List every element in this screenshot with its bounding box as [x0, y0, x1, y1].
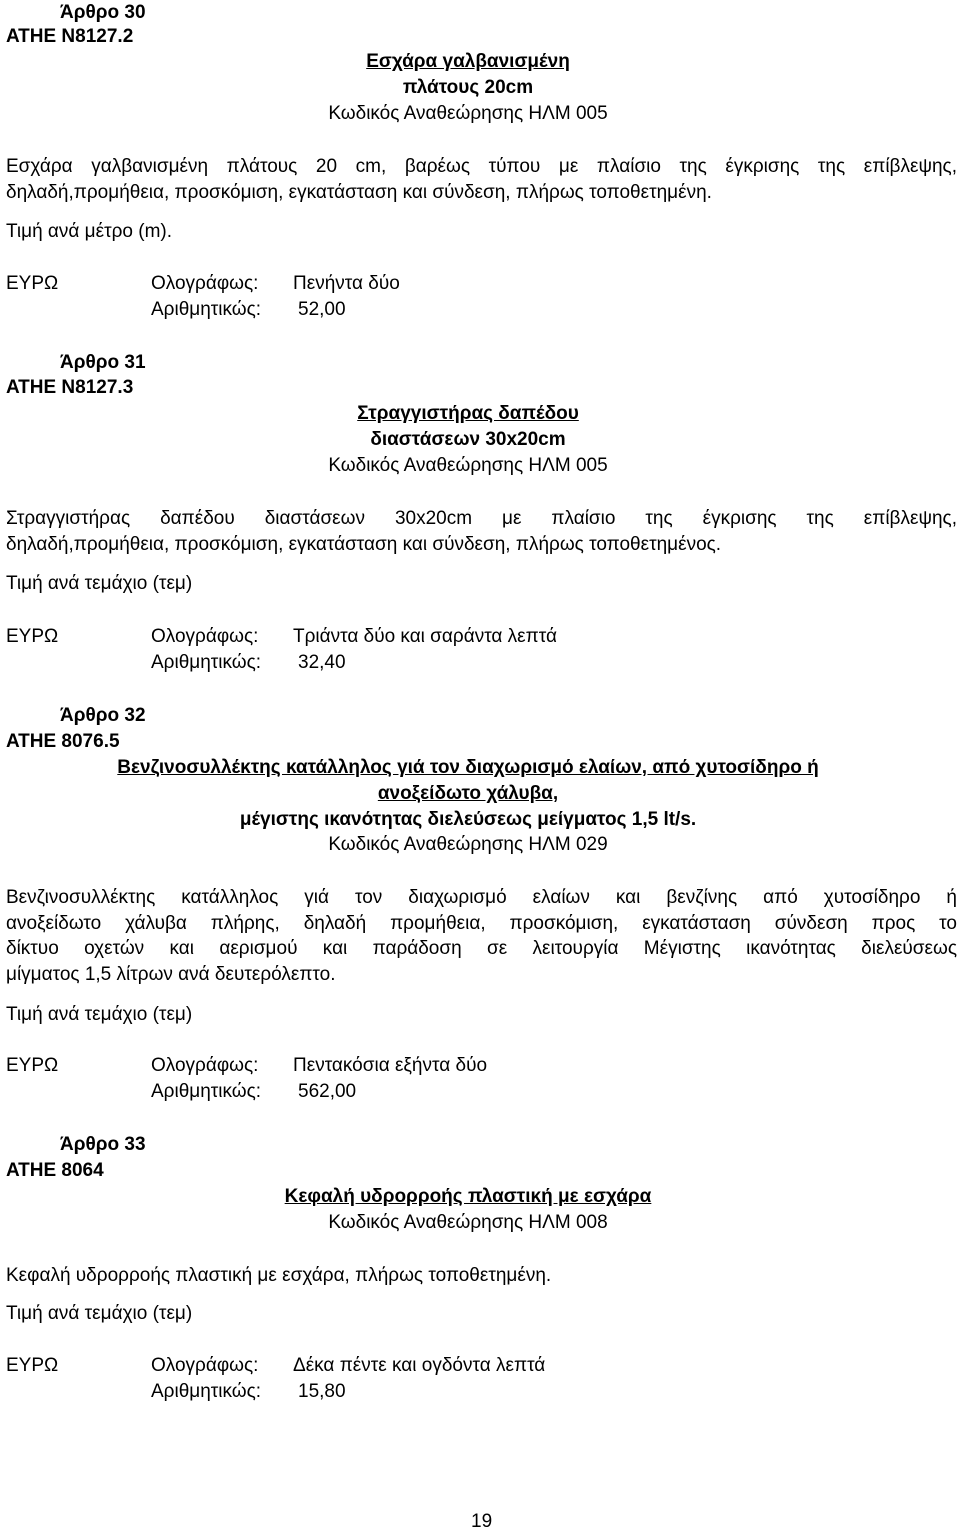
article-subtitle: μέγιστης ικανότητας διελεύσεως μείγματος 1,5 lt/s.: [239, 809, 697, 830]
description-line: δηλαδή,προμήθεια, προσκόμιση, εγκατάσταση και σύνδεση, πλήρως τοποθετημένη.: [6, 181, 712, 203]
in-words-value: Πενήντα δύο: [293, 273, 400, 294]
in-numbers-label: Αριθμητικώς:: [151, 1081, 262, 1102]
unit-price: Τιμή ανά τεμάχιο (τεμ): [6, 1004, 193, 1025]
currency: ΕΥΡΩ: [6, 626, 59, 647]
article-number: Άρθρο 32: [60, 705, 146, 726]
article-number: Άρθρο 30: [60, 2, 146, 23]
in-words-label: Ολογράφως:: [151, 273, 259, 294]
article-title-line-2: ανοξείδωτο χάλυβα,: [377, 783, 559, 804]
article-code: ΑΤΗΕ Ν8127.2: [6, 26, 134, 47]
unit-price: Τιμή ανά μέτρο (m).: [6, 221, 172, 242]
article-title-line-1: Εσχάρα γαλβανισμένη: [366, 51, 570, 72]
currency: ΕΥΡΩ: [6, 1055, 59, 1076]
article-code: ΑΤΗΕ 8064: [6, 1160, 104, 1181]
article-code: ΑΤΗΕ Ν8127.3: [6, 377, 134, 398]
in-numbers-value: 562,00: [298, 1081, 357, 1102]
description-line: Στραγγιστήρας δαπέδου διαστάσεων 30x20cm με πλαίσιο της έγκρισης της επίβλεψης,: [6, 508, 957, 529]
in-numbers-value: 15,80: [298, 1381, 346, 1402]
article-description: [6, 885, 957, 987]
in-numbers-value: 32,40: [298, 652, 346, 673]
in-words-value: Πεντακόσια εξήντα δύο: [293, 1055, 488, 1076]
article-description: [6, 1263, 957, 1289]
article-title-line-2: διαστάσεων 30x20cm: [370, 429, 566, 450]
description-line: μίγματος 1,5 λίτρων ανά δευτερόλεπτο.: [6, 963, 336, 985]
description-line: Βενζινοσυλλέκτης κατάλληλος γιά τον διαχωρισμό ελαίων και βενζίνης από χυτοσίδηρο ή: [6, 887, 957, 908]
description-line: Εσχάρα γαλβανισμένη πλάτους 20 cm, βαρέως τύπου με πλαίσιο της έγκρισης της επίβλεψης,: [6, 156, 957, 177]
revision-code: Κωδικός Αναθεώρησης ΗΛΜ 029: [328, 834, 608, 855]
revision-code: Κωδικός Αναθεώρησης ΗΛΜ 008: [328, 1212, 608, 1233]
article-number: Άρθρο 31: [60, 352, 146, 373]
article-title-line-1: Κεφαλή υδρορροής πλαστική με εσχάρα: [284, 1186, 652, 1207]
unit-price: Τιμή ανά τεμάχιο (τεμ): [6, 573, 193, 594]
description-line: ανοξείδωτο χάλυβα πλήρης, δηλαδή προμήθεια, προσκόμιση, εγκατάσταση σύνδεση προς το: [6, 912, 957, 934]
unit-price: Τιμή ανά τεμάχιο (τεμ): [6, 1303, 193, 1324]
in-words-label: Ολογράφως:: [151, 1055, 259, 1076]
article-description: [6, 154, 957, 205]
description-line: Κεφαλή υδρορροής πλαστική με εσχάρα, πλήρως τοποθετημένη.: [6, 1265, 552, 1286]
article-title-line-1: Βενζινοσυλλέκτης κατάλληλος γιά τον διαχωρισμό ελαίων, από χυτοσίδηρο ή: [117, 757, 819, 778]
currency: ΕΥΡΩ: [6, 273, 59, 294]
page-number: 19: [471, 1511, 493, 1532]
in-numbers-label: Αριθμητικώς:: [151, 299, 262, 320]
in-numbers-value: 52,00: [298, 299, 346, 320]
currency: ΕΥΡΩ: [6, 1355, 59, 1376]
in-words-value: Τριάντα δύο και σαράντα λεπτά: [293, 626, 557, 647]
in-words-label: Ολογράφως:: [151, 1355, 259, 1376]
in-numbers-label: Αριθμητικώς:: [151, 1381, 262, 1402]
description-line: δίκτυο οχετών και αερισμού και παράδοση σε λειτουργία Μέγιστης ικανότητας διελεύσεως: [6, 938, 957, 959]
in-words-label: Ολογράφως:: [151, 626, 259, 647]
article-description: [6, 506, 957, 557]
revision-code: Κωδικός Αναθεώρησης ΗΛΜ 005: [328, 103, 608, 124]
article-title-line-1: Στραγγιστήρας δαπέδου: [357, 403, 579, 424]
revision-code: Κωδικός Αναθεώρησης ΗΛΜ 005: [328, 455, 608, 476]
article-title-line-2: πλάτους 20cm: [402, 77, 534, 98]
in-numbers-label: Αριθμητικώς:: [151, 652, 262, 673]
article-number: Άρθρο 33: [60, 1134, 146, 1155]
description-line: δηλαδή,προμήθεια, προσκόμιση, εγκατάσταση και σύνδεση, πλήρως τοποθετημένος.: [6, 533, 722, 555]
in-words-value: Δέκα πέντε και ογδόντα λεπτά: [293, 1355, 546, 1376]
article-code: ΑΤΗΕ 8076.5: [6, 731, 120, 752]
